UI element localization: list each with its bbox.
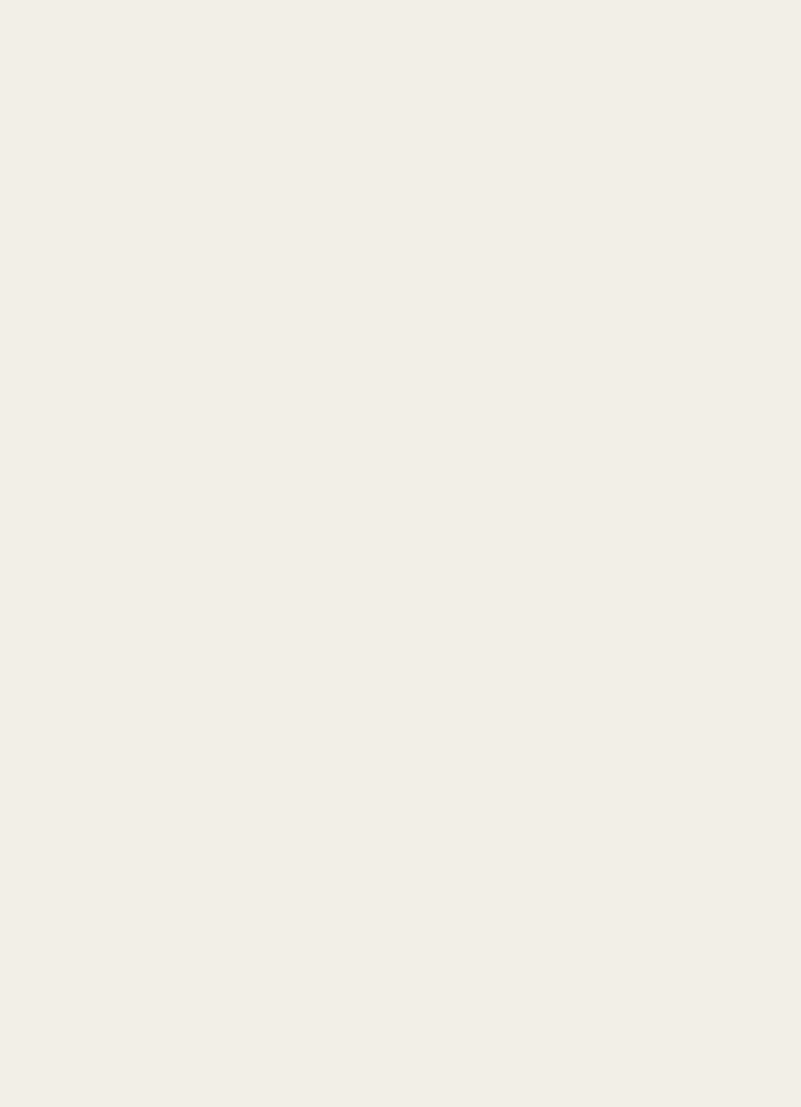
running-header <box>28 40 773 70</box>
